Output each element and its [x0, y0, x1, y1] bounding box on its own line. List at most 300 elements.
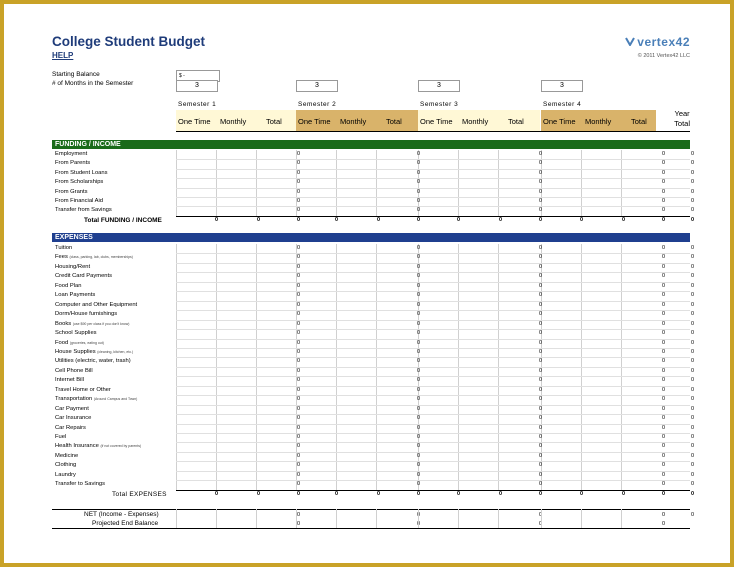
- end-balance-label: Projected End Balance: [92, 520, 159, 527]
- cell-value: 0: [416, 311, 420, 318]
- cell-value: 0: [416, 301, 420, 308]
- expense-label: Computer and Other Equipment: [55, 301, 138, 308]
- cell-value: 0: [661, 405, 665, 412]
- row-label: [55, 368, 93, 374]
- cell-value: 0: [538, 481, 542, 488]
- year-label: Year: [674, 109, 690, 118]
- cell-value: 0: [538, 512, 542, 518]
- cell-value: 0: [214, 216, 218, 223]
- page-title: College Student Budget: [52, 34, 205, 49]
- cell-value: 0: [456, 216, 460, 223]
- expense-label: Transportation: [55, 396, 93, 403]
- expense-label: Utilities (electric, water, trash): [55, 358, 131, 365]
- cell-value: 0: [690, 512, 694, 518]
- cell-value: 0: [296, 245, 300, 251]
- cell-value: 0: [538, 443, 542, 450]
- expense-label: House Supplies: [55, 348, 96, 355]
- cell-value: 0: [538, 263, 542, 270]
- cell-value: 0: [214, 490, 218, 497]
- cell-value: 0: [690, 188, 694, 195]
- cell-value: 0: [690, 330, 694, 337]
- cell-value: 0: [296, 273, 300, 280]
- cell-value: 0: [416, 292, 420, 299]
- semester-header: Semester 1: [178, 101, 217, 108]
- expense-note: (class, parking, lab, clubs, memberships): [69, 255, 133, 260]
- cell-value: 0: [538, 405, 542, 412]
- semester-header: Semester 3: [420, 101, 459, 108]
- cell-value: 0: [690, 434, 694, 440]
- expense-label: Internet Bill: [55, 377, 84, 384]
- cell-value: 0: [661, 471, 665, 478]
- cell-value: 0: [538, 179, 542, 186]
- row-label: [55, 462, 76, 468]
- row-label: [55, 472, 76, 478]
- expense-row: [52, 272, 690, 281]
- cell-value: 0: [334, 490, 338, 497]
- expense-label: Cell Phone Bill: [55, 367, 93, 374]
- grid-line: [296, 509, 297, 528]
- expense-row: [52, 291, 690, 300]
- cell-value: 0: [538, 245, 542, 251]
- column-header: One Time: [298, 117, 331, 126]
- cell-value: 0: [538, 330, 542, 337]
- cell-value: 0: [690, 471, 694, 478]
- cell-value: 0: [296, 367, 300, 374]
- semester-header: Semester 4: [543, 101, 582, 108]
- cell-value: 0: [661, 301, 665, 308]
- expense-row: [52, 461, 690, 470]
- row-label: [55, 321, 129, 327]
- cell-value: 0: [416, 452, 420, 459]
- cell-value: 0: [538, 424, 542, 431]
- expense-label: Medicine: [55, 452, 79, 459]
- column-header: One Time: [420, 117, 453, 126]
- cell-value: 0: [538, 521, 542, 527]
- cell-value: 0: [621, 490, 625, 497]
- cell-value: 0: [296, 434, 300, 440]
- cell-value: 0: [296, 415, 300, 422]
- cell-value: 0: [416, 443, 420, 450]
- grid-line: [256, 509, 257, 528]
- row-label: [55, 443, 141, 449]
- row-label: [55, 387, 111, 393]
- row-label: From Student Loans: [55, 169, 108, 176]
- expense-row: [52, 320, 690, 329]
- cell-value: 0: [416, 481, 420, 488]
- grid-line: [621, 509, 622, 528]
- cell-value: 0: [579, 490, 583, 497]
- help-link[interactable]: HELP: [52, 51, 74, 60]
- expense-label: Laundry: [55, 471, 76, 478]
- row-label: [55, 453, 78, 459]
- expense-note: (groceries, eating out): [69, 340, 104, 345]
- expense-row: [52, 357, 690, 366]
- cell-value: 0: [690, 415, 694, 422]
- grid-line: [176, 509, 177, 528]
- funding-row: [52, 188, 690, 197]
- cell-value: 0: [661, 320, 665, 327]
- cell-value: 0: [538, 282, 542, 289]
- cell-value: 0: [661, 254, 665, 261]
- cell-value: 0: [416, 273, 420, 280]
- expense-label: Books: [55, 320, 72, 327]
- cell-value: 0: [296, 292, 300, 299]
- cell-value: 0: [538, 273, 542, 280]
- cell-value: 0: [416, 358, 420, 365]
- cell-value: 0: [690, 396, 694, 403]
- row-label: [55, 302, 137, 308]
- cell-value: 0: [690, 443, 694, 450]
- cell-value: 0: [296, 301, 300, 308]
- cell-value: 0: [296, 481, 300, 488]
- row-label: From Parents: [55, 160, 91, 167]
- summary-rule: [52, 509, 690, 510]
- cell-value: 0: [538, 301, 542, 308]
- cell-value: 0: [690, 424, 694, 431]
- expense-note: (if not covered by parents): [100, 444, 142, 449]
- cell-value: 0: [690, 462, 694, 469]
- year-total-header: [674, 109, 690, 129]
- cell-value: 0: [661, 292, 665, 299]
- cell-value: 0: [661, 481, 665, 488]
- expense-label: Credit Card Payments: [55, 273, 113, 280]
- months-input[interactable]: 3: [176, 80, 218, 92]
- cell-value: 0: [296, 377, 300, 384]
- cell-value: 0: [296, 263, 300, 270]
- cell-value: 0: [538, 339, 542, 346]
- cell-value: 0: [538, 471, 542, 478]
- cell-value: 0: [498, 216, 502, 223]
- cell-value: 0: [296, 348, 300, 355]
- cell-value: 0: [296, 216, 300, 223]
- cell-value: 0: [690, 348, 694, 355]
- column-header: One Time: [178, 117, 211, 126]
- cell-value: 0: [661, 330, 665, 337]
- cell-value: 0: [579, 216, 583, 223]
- expense-row: [52, 310, 690, 319]
- expense-label: Car Repairs: [55, 424, 86, 431]
- cell-value: 0: [538, 434, 542, 440]
- cell-value: 0: [538, 348, 542, 355]
- cell-value: 0: [296, 471, 300, 478]
- cell-value: 0: [416, 245, 420, 251]
- cell-value: 0: [538, 198, 542, 204]
- cell-value: 0: [296, 490, 300, 497]
- cell-value: 0: [690, 481, 694, 488]
- cell-value: 0: [690, 179, 694, 186]
- expense-row: [52, 452, 690, 461]
- expense-row: [52, 282, 690, 291]
- expense-row: [52, 405, 690, 414]
- grid-line: [581, 509, 582, 528]
- cell-value: 0: [661, 443, 665, 450]
- cell-value: 0: [661, 386, 665, 393]
- cell-value: 0: [661, 311, 665, 318]
- cell-value: 0: [661, 490, 665, 497]
- row-label: [55, 330, 97, 336]
- cell-value: 0: [296, 358, 300, 365]
- cell-value: 0: [661, 415, 665, 422]
- cell-value: 0: [376, 490, 380, 497]
- cell-value: 0: [416, 521, 420, 527]
- semester-header: Semester 2: [298, 101, 337, 108]
- cell-value: 0: [690, 169, 694, 176]
- row-label: [55, 292, 95, 298]
- cell-value: 0: [296, 339, 300, 346]
- cell-value: 0: [296, 386, 300, 393]
- cell-value: 0: [538, 160, 542, 167]
- cell-value: 0: [416, 169, 420, 176]
- column-header: Monthly: [340, 117, 367, 126]
- row-label: [55, 415, 91, 421]
- cell-value: 0: [416, 198, 420, 204]
- cell-value: 0: [416, 179, 420, 186]
- cell-value: 0: [256, 216, 260, 223]
- row-label: [55, 434, 66, 440]
- expense-label: Travel Home or Other: [55, 386, 111, 393]
- months-input[interactable]: 3: [418, 80, 460, 92]
- starting-balance-label: Starting Balance: [52, 71, 100, 78]
- cell-value: 0: [296, 160, 300, 167]
- row-label: [55, 406, 89, 412]
- cell-value: 0: [296, 443, 300, 450]
- cell-value: 0: [416, 207, 420, 214]
- cell-value: 0: [538, 292, 542, 299]
- row-label: [55, 396, 137, 402]
- cell-value: 0: [416, 405, 420, 412]
- cell-value: 0: [296, 405, 300, 412]
- cell-value: 0: [621, 216, 625, 223]
- cell-value: 0: [661, 169, 665, 176]
- funding-row: [52, 159, 690, 168]
- expense-label: Food: [55, 339, 69, 346]
- cell-value: 0: [296, 320, 300, 327]
- expense-label: Car Insurance: [55, 415, 92, 422]
- cell-value: 0: [538, 415, 542, 422]
- cell-value: 0: [416, 386, 420, 393]
- cell-value: 0: [690, 263, 694, 270]
- starting-balance-input[interactable]: $ -: [176, 70, 220, 82]
- expense-row: [52, 263, 690, 272]
- cell-value: 0: [661, 424, 665, 431]
- cell-value: 0: [416, 396, 420, 403]
- row-label: From Financial Aid: [55, 198, 104, 204]
- cell-value: 0: [690, 405, 694, 412]
- row-label: [55, 273, 112, 279]
- cell-value: 0: [661, 160, 665, 167]
- funding-row: [52, 197, 690, 206]
- months-label: # of Months in the Semester: [52, 80, 134, 87]
- cell-value: 0: [538, 320, 542, 327]
- cell-value: 0: [296, 207, 300, 214]
- funding-total-label: Total FUNDING / INCOME: [84, 216, 162, 224]
- cell-value: 0: [538, 396, 542, 403]
- cell-value: 0: [416, 471, 420, 478]
- cell-value: 0: [296, 254, 300, 261]
- cell-value: 0: [690, 216, 694, 223]
- row-label: Transfer from Savings: [55, 207, 112, 214]
- expense-note: (use $90 per class if you don't know): [72, 321, 130, 326]
- cell-value: 0: [296, 452, 300, 459]
- cell-value: 0: [690, 320, 694, 327]
- cell-value: 0: [538, 490, 542, 497]
- expense-row: [52, 301, 690, 310]
- cell-value: 0: [538, 254, 542, 261]
- cell-value: 0: [661, 452, 665, 459]
- cell-value: 0: [690, 292, 694, 299]
- column-header: One Time: [543, 117, 576, 126]
- vertex42-logo: [625, 35, 690, 49]
- cell-value: 0: [661, 367, 665, 374]
- row-label: [55, 340, 104, 346]
- cell-value: 0: [296, 169, 300, 176]
- cell-value: 0: [690, 245, 694, 251]
- expense-label: Clothing: [55, 462, 77, 469]
- cell-value: 0: [690, 490, 694, 497]
- cell-value: 0: [690, 358, 694, 365]
- cell-value: 0: [690, 311, 694, 318]
- column-header: Total: [266, 117, 282, 126]
- months-input[interactable]: 3: [541, 80, 583, 92]
- cell-value: 0: [416, 330, 420, 337]
- row-label: From Scholarships: [55, 179, 104, 186]
- cell-value: 0: [538, 367, 542, 374]
- expense-label: Transfer to Savings: [55, 481, 106, 488]
- cell-value: 0: [296, 188, 300, 195]
- months-input[interactable]: 3: [296, 80, 338, 92]
- cell-value: 0: [661, 358, 665, 365]
- cell-value: 0: [661, 263, 665, 270]
- row-label: [55, 425, 86, 431]
- grid-line: [541, 509, 542, 528]
- cell-value: 0: [416, 254, 420, 261]
- cell-value: 0: [661, 198, 665, 204]
- cell-value: 0: [416, 462, 420, 469]
- expense-label: Tuition: [55, 245, 73, 251]
- grid-line: [458, 509, 459, 528]
- cell-value: 0: [416, 512, 420, 518]
- net-label: NET (Income - Expenses): [84, 511, 159, 518]
- cell-value: 0: [296, 462, 300, 469]
- cell-value: 0: [661, 273, 665, 280]
- cell-value: 0: [538, 169, 542, 176]
- expense-row: [52, 395, 690, 404]
- cell-value: 0: [498, 490, 502, 497]
- cell-value: 0: [538, 311, 542, 318]
- cell-value: 0: [661, 462, 665, 469]
- cell-value: 0: [538, 386, 542, 393]
- cell-value: 0: [661, 179, 665, 186]
- cell-value: 0: [416, 424, 420, 431]
- cell-value: 0: [416, 377, 420, 384]
- expense-label: Fees: [55, 254, 68, 261]
- expense-row: [52, 442, 690, 451]
- grid-line: [336, 509, 337, 528]
- spreadsheet: [4, 4, 730, 563]
- expense-row: [52, 386, 690, 395]
- row-label: [55, 254, 133, 260]
- row-label: [55, 311, 117, 317]
- cell-value: 0: [296, 198, 300, 204]
- cell-value: 0: [690, 452, 694, 459]
- cell-value: 0: [690, 198, 694, 204]
- expense-row: [52, 471, 690, 480]
- expense-label: Fuel: [55, 434, 67, 440]
- cell-value: 0: [256, 490, 260, 497]
- cell-value: 0: [416, 490, 420, 497]
- cell-value: 0: [661, 339, 665, 346]
- row-label: Employment: [55, 151, 88, 157]
- cell-value: 0: [416, 348, 420, 355]
- row-label: [55, 377, 84, 383]
- column-header: Monthly: [585, 117, 612, 126]
- expense-label: Health Insurance: [55, 443, 99, 450]
- row-label: [55, 283, 81, 289]
- cell-value: 0: [296, 311, 300, 318]
- cell-value: 0: [661, 207, 665, 214]
- cell-value: 0: [538, 462, 542, 469]
- cell-value: 0: [416, 151, 420, 157]
- row-label: [55, 245, 72, 251]
- cell-value: 0: [690, 339, 694, 346]
- cell-value: 0: [416, 282, 420, 289]
- cell-value: 0: [334, 216, 338, 223]
- cell-value: 0: [690, 151, 694, 157]
- expenses-total-label: Total EXPENSES: [112, 490, 167, 498]
- expense-note: (Around Campus and Town): [93, 397, 138, 402]
- expense-label: Food Plan: [55, 282, 82, 289]
- cell-value: 0: [416, 367, 420, 374]
- cell-value: 0: [690, 207, 694, 214]
- year-total-label: Total: [674, 119, 690, 128]
- column-header: Total: [386, 117, 402, 126]
- expense-row: [52, 414, 690, 423]
- funding-row: [52, 169, 690, 178]
- expenses-section-header: EXPENSES: [52, 233, 690, 242]
- grid-line: [498, 509, 499, 528]
- funding-row: [52, 150, 690, 159]
- cell-value: 0: [690, 386, 694, 393]
- expense-label: Dorm/House furnishings: [55, 311, 118, 318]
- cell-value: 0: [661, 377, 665, 384]
- cell-value: 0: [661, 521, 665, 527]
- cell-value: 0: [538, 452, 542, 459]
- cell-value: 0: [416, 188, 420, 195]
- cell-value: 0: [690, 377, 694, 384]
- cell-value: 0: [296, 151, 300, 157]
- cell-value: 0: [296, 330, 300, 337]
- grid-line: [216, 509, 217, 528]
- cell-value: 0: [416, 339, 420, 346]
- row-label: From Grants: [55, 188, 88, 195]
- cell-value: 0: [538, 377, 542, 384]
- expense-label: Loan Payments: [55, 292, 96, 299]
- expense-row: [52, 367, 690, 376]
- column-header: Total: [631, 117, 647, 126]
- expense-row: [52, 433, 690, 442]
- cell-value: 0: [456, 490, 460, 497]
- expense-row: [52, 244, 690, 253]
- funding-row: [52, 178, 690, 187]
- cell-value: 0: [661, 216, 665, 223]
- expense-row: [52, 480, 690, 489]
- column-header: Monthly: [462, 117, 489, 126]
- cell-value: 0: [538, 358, 542, 365]
- expense-row: [52, 329, 690, 338]
- cell-value: 0: [416, 160, 420, 167]
- logo-icon: [625, 36, 635, 46]
- cell-value: 0: [416, 434, 420, 440]
